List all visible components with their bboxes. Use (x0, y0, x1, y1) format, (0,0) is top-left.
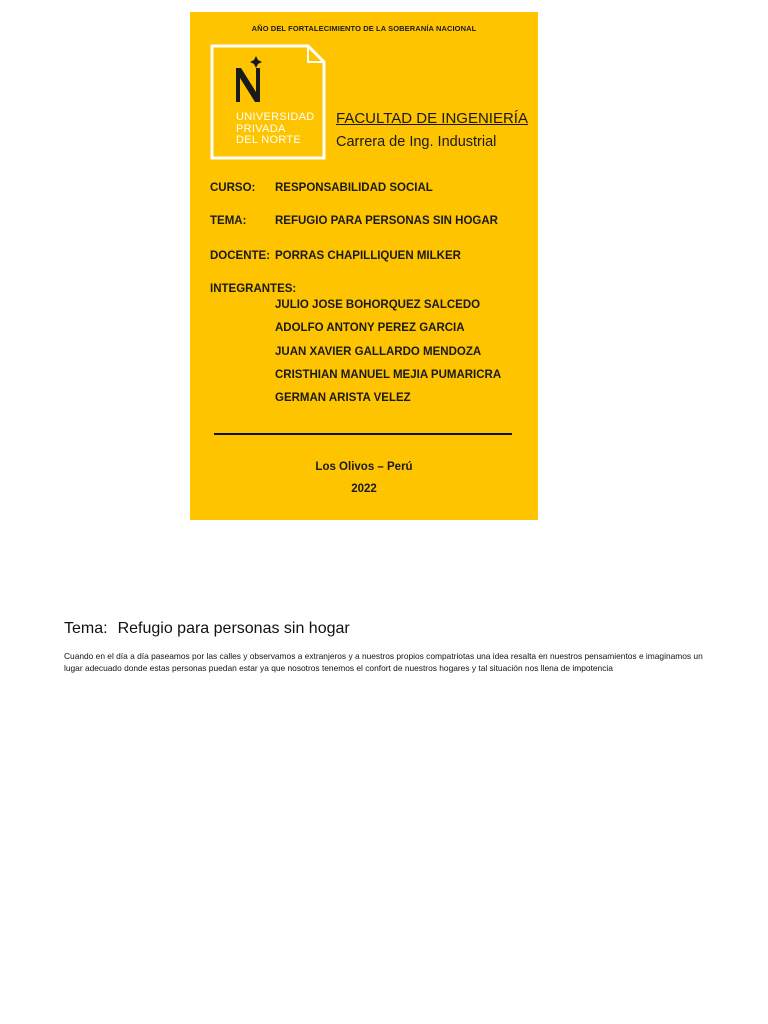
place: Los Olivos – Perú (315, 461, 413, 473)
topic-label: TEMA: (210, 215, 247, 227)
member-name: JUAN XAVIER GALLARDO MENDOZA (275, 346, 482, 358)
member-name: GERMAN ARISTA VELEZ (275, 392, 411, 404)
logo-line: PRIVADA (236, 122, 286, 135)
university-logo (210, 44, 326, 160)
career-title: Carrera de Ing. Industrial (336, 134, 497, 150)
heading-value: Refugio para personas sin hogar (117, 620, 350, 637)
section-heading (64, 620, 350, 638)
signature-line (214, 433, 512, 435)
year-motto: AÑO DEL FORTALECIMIENTO DE LA SOBERANÍA NACIONAL (251, 24, 477, 33)
heading-label: Tema: (64, 620, 108, 637)
logo-line: DEL NORTE (236, 134, 302, 146)
member-name: ADOLFO ANTONY PEREZ GARCIA (275, 322, 465, 334)
logo-line: UNIVERSIDAD (236, 111, 315, 123)
member-name: CRISTHIAN MANUEL MEJIA PUMARICRA (275, 369, 502, 381)
course-label: CURSO: (210, 182, 256, 194)
intro-paragraph: Cuando en el día a día paseamos por las calles y observamos a extranjeros y a nuestros propios compatriotas una idea resalta en nuestros pensamientos e imaginamos un lugar adecuado donde estas personas puedan estar ya que nosotros tenemos el confort de nuestros hogares y tal situación nos llena de impotencia (64, 651, 703, 673)
members-label: INTEGRANTES: (210, 283, 297, 295)
course-value: RESPONSABILIDAD SOCIAL (275, 182, 433, 194)
member-name: JULIO JOSE BOHORQUEZ SALCEDO (275, 299, 481, 311)
cover-year: 2022 (351, 483, 377, 495)
logo-wordmark (236, 112, 326, 147)
cover-page (190, 12, 538, 520)
teacher-value: PORRAS CHAPILLIQUEN MILKER (275, 250, 461, 262)
faculty-title: FACULTAD DE INGENIERÍA (336, 110, 528, 127)
teacher-label: DOCENTE: (210, 250, 271, 262)
topic-value: REFUGIO PARA PERSONAS SIN HOGAR (275, 215, 498, 227)
